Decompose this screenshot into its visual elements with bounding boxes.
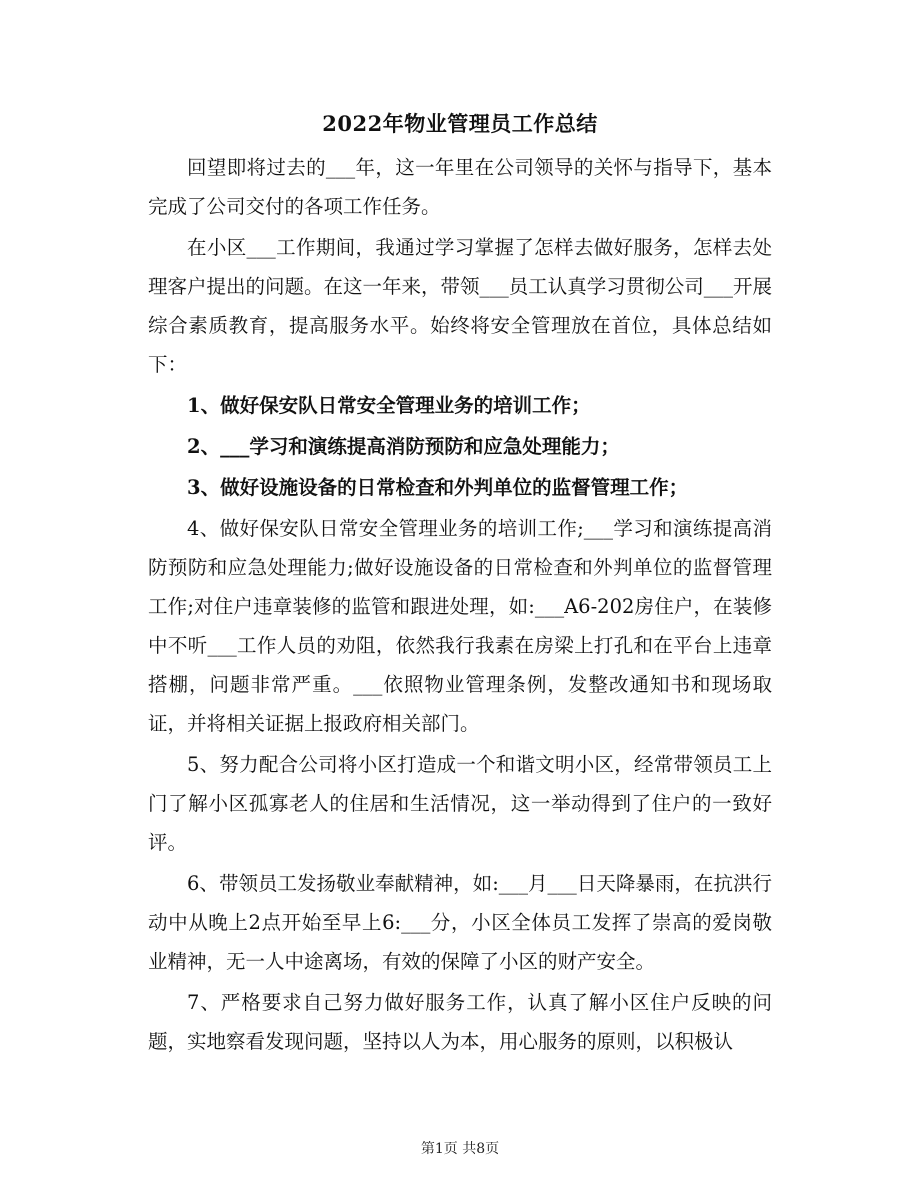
- list-item-1: 1、做好保安队日常安全管理业务的培训工作；: [187, 394, 591, 417]
- list-item-7: 7、严格要求自己努力做好服务工作，认真了解小区住户反映的问题，实地察看发现问题，坚持以人为本，用心服务的原则，以积极认: [148, 991, 772, 1053]
- list-item-3: 3、做好设施设备的日常检查和外判单位的监督管理工作；: [187, 476, 689, 499]
- list-item-6: 6、带领员工发扬敬业奉献精神，如:___月___日天降暴雨，在抗洪行动中从晚上2点开始至早上6:___分，小区全体员工发挥了崇高的爱岗敬业精神，无一人中途离场，有效的保障了小区的财产安全。: [148, 872, 772, 973]
- list-item-4: 4、做好保安队日常安全管理业务的培训工作;___学习和演练提高消防预防和应急处理能力;做好设施设备的日常检查和外判单位的监督管理工作;对住户违章装修的监管和跟进处理，如:___A6-202房住户，在装修中不听___工作人员的劝阻，依然我行我素在房梁上打孔和在平台上违章搭棚，问题非常严重。___依照物业管理条例，发整改通知书和现场取证，并将相关证据上报政府相关部门。: [148, 517, 772, 735]
- paragraph-intro: 回望即将过去的___年，这一年里在公司领导的关怀与指导下，基本完成了公司交付的各项工作任务。: [148, 156, 772, 218]
- document-body: [148, 148, 772, 1063]
- list-item-2: 2、___学习和演练提高消防预防和应急处理能力；: [187, 435, 620, 458]
- document-title: 2022年物业管理员工作总结: [322, 111, 598, 136]
- list-item-5: 5、努力配合公司将小区打造成一个和谐文明小区，经常带领员工上门了解小区孤寡老人的住居和生活情况，这一举动得到了住户的一致好评。: [148, 753, 772, 854]
- page-number: 第1页 共8页: [420, 1141, 500, 1157]
- paragraph-overview: 在小区___工作期间，我通过学习掌握了怎样去做好服务，怎样去处理客户提出的问题。在这一年来，带领___员工认真学习贯彻公司___开展综合素质教育，提高服务水平。始终将安全管理放在首位，具体总结如下：: [148, 236, 773, 376]
